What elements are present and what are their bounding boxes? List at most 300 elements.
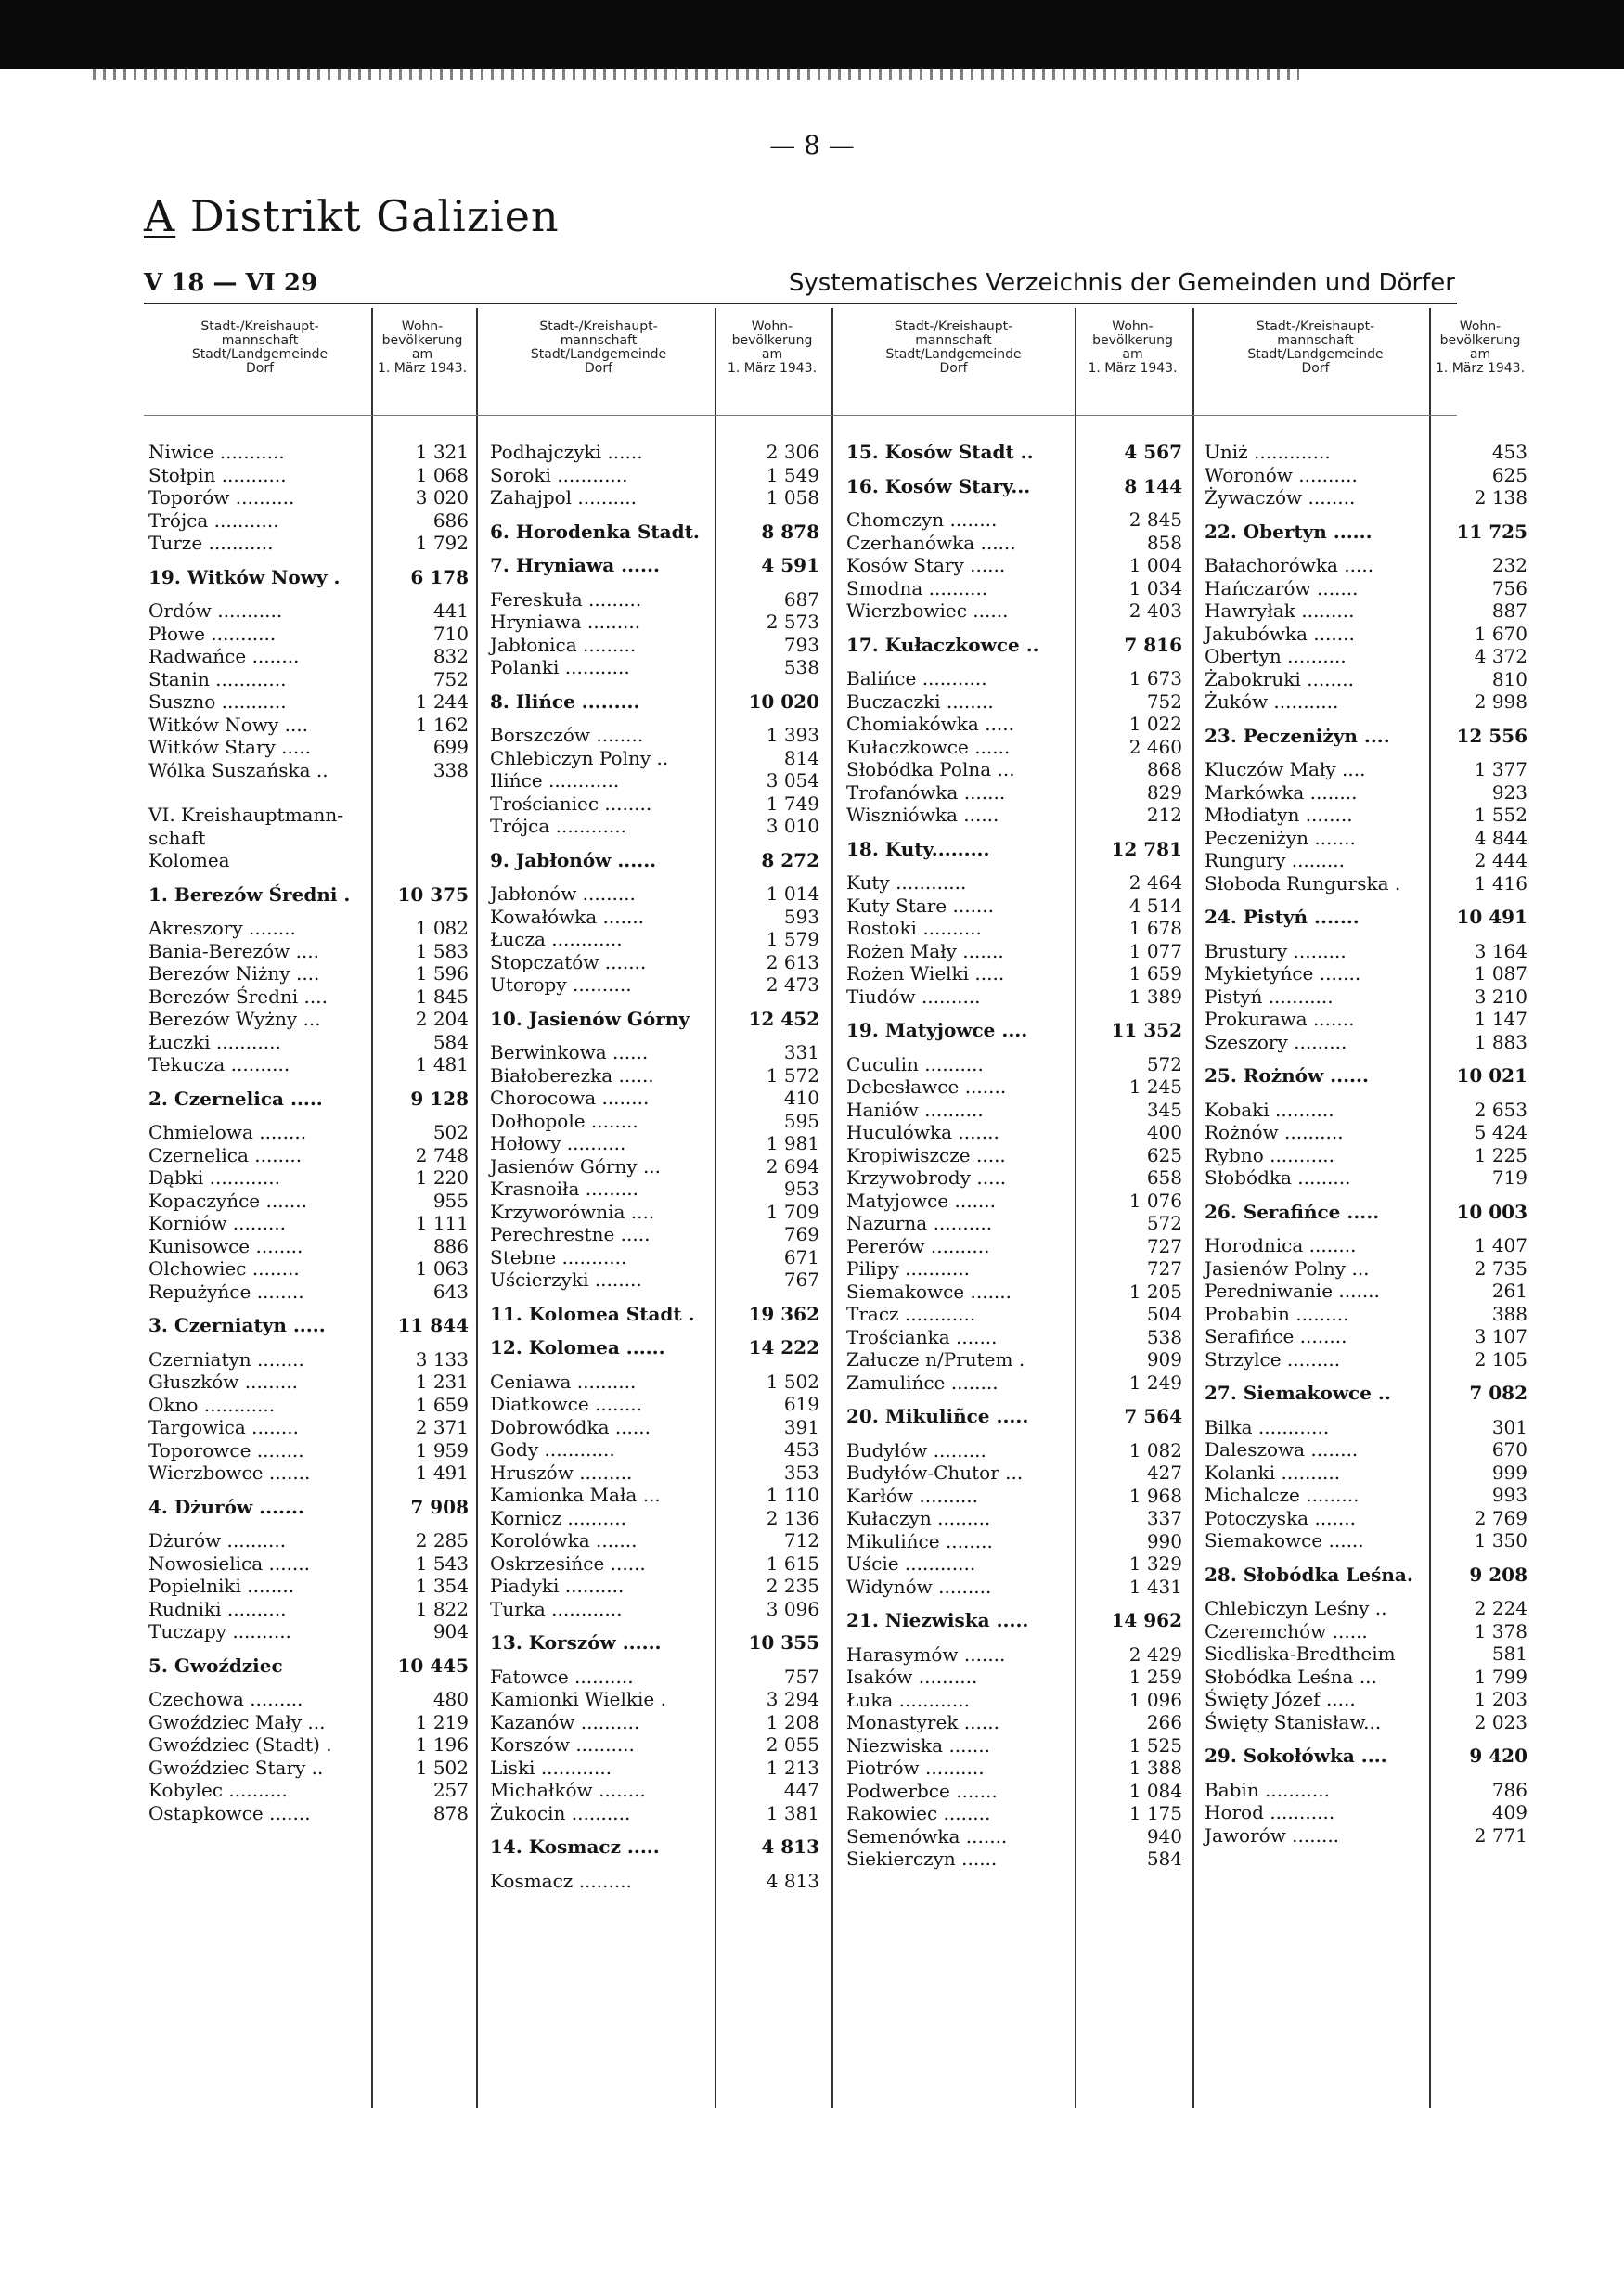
commune-heading-row	[1205, 725, 1527, 748]
locality-row	[846, 1530, 1182, 1553]
locality-population: 3 096	[766, 1597, 819, 1620]
locality-name: Pistyń ...........	[1205, 985, 1334, 1008]
row-spacer	[1205, 714, 1527, 725]
locality-row	[148, 1008, 469, 1031]
locality-name: Cuculin ..........	[846, 1052, 984, 1075]
locality-row	[490, 1438, 819, 1461]
row-spacer	[1205, 1552, 1527, 1564]
locality-name: Kornicz ..........	[490, 1506, 626, 1529]
locality-name: Podwerbce .......	[846, 1779, 998, 1802]
commune-population: 8 878	[761, 520, 819, 543]
locality-population: 1 416	[1474, 871, 1527, 895]
locality-name: Balińce ...........	[846, 667, 987, 689]
locality-population: 793	[783, 633, 819, 656]
locality-name: Płowe ...........	[148, 622, 277, 645]
locality-name: Kazanów ..........	[490, 1710, 640, 1733]
locality-row	[846, 871, 1182, 895]
locality-row	[1205, 1280, 1527, 1303]
locality-row	[490, 1178, 819, 1201]
locality-row	[490, 973, 819, 997]
locality-row	[846, 1780, 1182, 1803]
locality-row	[846, 804, 1182, 827]
locality-row	[1205, 1234, 1527, 1257]
locality-name: Semenówka .......	[846, 1824, 1008, 1848]
locality-row	[490, 1598, 819, 1621]
col3-name-header: Stadt-/Kreishaupt- mannschaft Stadt/Landgemeinde Dorf	[885, 319, 1022, 376]
locality-name: Stanin ............	[148, 667, 287, 690]
locality-population: 2 748	[415, 1143, 469, 1166]
locality-row	[846, 917, 1182, 940]
locality-population: 2 653	[1474, 1098, 1527, 1121]
locality-population: 480	[432, 1688, 469, 1710]
locality-population: 257	[432, 1779, 469, 1801]
col3-pop-header: Wohn- bevölkerung am 1. März 1943.	[1088, 319, 1178, 376]
commune-name: 27. Siemakowce ..	[1205, 1382, 1391, 1404]
locality-name: Niwice ...........	[148, 441, 285, 463]
locality-name: Hryniawa .........	[490, 611, 641, 633]
locality-name: Hołowy ..........	[490, 1132, 626, 1154]
locality-row	[1205, 781, 1527, 805]
locality-population: 1 231	[415, 1371, 469, 1393]
locality-name: VI. Kreishauptmann-	[148, 804, 343, 826]
locality-population: 1 329	[1128, 1552, 1182, 1575]
locality-name: Peredniwanie .......	[1205, 1280, 1380, 1302]
locality-row	[490, 588, 819, 612]
locality-population: 400	[1146, 1121, 1182, 1143]
locality-population: 1 147	[1474, 1008, 1527, 1030]
row-spacer	[1205, 1223, 1527, 1234]
locality-name: Czerhanówka ......	[846, 531, 1016, 554]
locality-row	[1205, 1031, 1527, 1054]
locality-name: Ostapkowce .......	[148, 1801, 311, 1824]
locality-name: Wierzbowce .......	[148, 1461, 311, 1484]
locality-name: Fatowce ..........	[490, 1665, 634, 1688]
row-spacer	[846, 1394, 1182, 1405]
locality-population: 502	[432, 1121, 469, 1143]
locality-row	[1205, 1824, 1527, 1848]
locality-row	[1205, 645, 1527, 668]
locality-row	[490, 1507, 819, 1530]
locality-row	[846, 554, 1182, 577]
locality-row	[1205, 1642, 1527, 1666]
locality-row	[1205, 668, 1527, 691]
locality-population: 1 245	[1128, 1075, 1182, 1098]
row-spacer	[846, 827, 1182, 838]
commune-heading-row	[490, 1336, 819, 1359]
locality-row	[148, 1598, 469, 1621]
row-spacer	[1205, 1053, 1527, 1064]
locality-name: Kuty Stare .......	[846, 894, 994, 917]
locality-name: Potoczyska .......	[1205, 1506, 1356, 1529]
locality-name: Korniów .........	[148, 1212, 287, 1234]
row-spacer	[490, 1824, 819, 1835]
locality-row	[148, 985, 469, 1009]
locality-row	[490, 1779, 819, 1802]
locality-name: Toporów ..........	[148, 486, 295, 509]
locality-population: 710	[432, 622, 469, 645]
commune-population: 4 813	[761, 1835, 819, 1858]
locality-population: 1 378	[1474, 1619, 1527, 1642]
commune-heading-row	[148, 1655, 469, 1678]
locality-population: 2 998	[1474, 690, 1527, 713]
locality-row	[1205, 1257, 1527, 1281]
locality-row	[148, 804, 469, 827]
commune-population: 7 564	[1124, 1405, 1182, 1427]
locality-name: Probabin .........	[1205, 1302, 1349, 1325]
commune-population: 10 491	[1456, 906, 1527, 928]
locality-name: Popielniki ........	[148, 1575, 295, 1597]
locality-population: 1 377	[1474, 758, 1527, 780]
commune-name: 20. Mikuliñce .....	[846, 1405, 1029, 1427]
locality-population: 2 735	[1474, 1256, 1527, 1280]
locality-name: Kopaczyńce .......	[148, 1189, 307, 1212]
locality-row	[148, 1802, 469, 1825]
locality-row	[490, 1688, 819, 1711]
locality-population: 1 659	[1128, 962, 1182, 985]
locality-population: 858	[1146, 531, 1182, 554]
col-divider	[476, 308, 478, 2108]
row-spacer	[846, 623, 1182, 634]
locality-population: 868	[1146, 758, 1182, 780]
commune-name: 8. Ilińce .........	[490, 689, 640, 713]
locality-population: 1 659	[415, 1393, 469, 1416]
locality-population: 767	[783, 1268, 819, 1291]
locality-population: 1 004	[1128, 554, 1182, 576]
locality-row	[148, 1166, 469, 1190]
row-spacer	[148, 1485, 469, 1496]
locality-row	[148, 1281, 469, 1304]
locality-population: 1 082	[1128, 1438, 1182, 1461]
locality-name: Korszów ..........	[490, 1733, 635, 1756]
locality-name: Łuka ............	[846, 1688, 970, 1711]
locality-row	[490, 1802, 819, 1825]
locality-population: 955	[432, 1189, 469, 1212]
locality-row	[846, 1848, 1182, 1871]
locality-population: 619	[783, 1393, 819, 1415]
commune-name: 18. Kuty.........	[846, 837, 990, 860]
locality-name: Rożen Wielki .....	[846, 962, 1005, 985]
locality-population: 686	[432, 509, 469, 532]
row-spacer	[846, 1042, 1182, 1053]
locality-row	[846, 1121, 1182, 1144]
locality-name: Nowosielica .......	[148, 1552, 310, 1575]
locality-population: 410	[783, 1087, 819, 1109]
locality-population: 1 354	[415, 1575, 469, 1597]
locality-row	[846, 1348, 1182, 1371]
locality-population: 1 431	[1128, 1575, 1182, 1598]
header-rule	[144, 303, 1457, 304]
locality-row	[846, 1326, 1182, 1349]
locality-population: 441	[432, 599, 469, 622]
column-1	[148, 441, 469, 1824]
locality-row	[490, 1201, 819, 1224]
locality-population: 3 133	[415, 1347, 469, 1371]
locality-row	[490, 634, 819, 657]
locality-row	[846, 1235, 1182, 1258]
locality-population: 625	[1146, 1143, 1182, 1166]
locality-name: Michalcze .........	[1205, 1484, 1360, 1506]
locality-population: 1 259	[1128, 1666, 1182, 1688]
locality-name: Święty Stanisław...	[1205, 1710, 1382, 1733]
commune-name: 16. Kosów Stary...	[846, 474, 1031, 497]
commune-population: 14 962	[1111, 1609, 1182, 1631]
locality-name: Kosów Stary ......	[846, 554, 1006, 576]
row-spacer	[490, 1030, 819, 1041]
commune-heading-row	[490, 1303, 819, 1326]
locality-row	[490, 656, 819, 679]
locality-name: Uścierzyki ........	[490, 1268, 642, 1291]
locality-population: 232	[1491, 554, 1527, 576]
locality-population: 923	[1491, 780, 1527, 804]
locality-row	[1205, 849, 1527, 872]
locality-population: 1 219	[415, 1710, 469, 1733]
locality-name: Kamionka Mała ...	[490, 1484, 661, 1506]
locality-row	[148, 1439, 469, 1462]
row-spacer	[1205, 1190, 1527, 1201]
locality-name: Olchowiec ........	[148, 1257, 300, 1280]
locality-row	[1205, 1484, 1527, 1507]
locality-name: Trofanówka .......	[846, 780, 1006, 804]
locality-name: Mikulińce ........	[846, 1529, 993, 1552]
locality-population: 2 023	[1474, 1710, 1527, 1733]
locality-population: 447	[783, 1779, 819, 1801]
locality-row	[846, 781, 1182, 805]
locality-row	[846, 1485, 1182, 1508]
locality-row	[846, 1303, 1182, 1326]
locality-population: 687	[783, 587, 819, 611]
locality-population: 2 444	[1474, 849, 1527, 871]
locality-row	[846, 509, 1182, 532]
locality-population: 752	[432, 667, 469, 690]
commune-heading-row	[148, 883, 469, 907]
row-spacer	[148, 1337, 469, 1348]
locality-name: Borszczów ........	[490, 724, 644, 746]
locality-name: Dżurów ..........	[148, 1529, 287, 1552]
locality-name: Toporowce ........	[148, 1438, 304, 1461]
locality-name: Tuczapy ..........	[148, 1620, 291, 1642]
locality-name: Tekucza ..........	[148, 1053, 290, 1075]
locality-population: 2 105	[1474, 1347, 1527, 1371]
locality-row	[148, 1688, 469, 1711]
volume-range: V 18 — VI 29	[144, 269, 318, 297]
row-spacer	[148, 1303, 469, 1314]
locality-name: Berwinkowa ......	[490, 1041, 649, 1063]
row-spacer	[148, 792, 469, 804]
commune-heading-row	[1205, 1201, 1527, 1224]
locality-population: 814	[783, 746, 819, 769]
locality-population: 1 596	[415, 962, 469, 985]
locality-row	[148, 736, 469, 759]
locality-name: Korolówka .......	[490, 1529, 638, 1552]
locality-population: 584	[1146, 1848, 1182, 1870]
locality-name: Kropiwiszcze .....	[846, 1143, 1006, 1166]
commune-name: 21. Niezwiska .....	[846, 1609, 1029, 1631]
locality-name: Zamulińce ........	[846, 1371, 999, 1394]
locality-name: Załucze n/Prutem .	[846, 1348, 1025, 1371]
locality-row	[490, 1268, 819, 1292]
locality-name: Matyjowce .......	[846, 1189, 996, 1212]
col-divider	[831, 308, 833, 2108]
locality-row	[148, 759, 469, 782]
locality-name: Pilipy ...........	[846, 1257, 971, 1280]
locality-name: Krasnoiła .........	[490, 1178, 638, 1200]
col2-pop-header: Wohn- bevölkerung am 1. März 1943.	[727, 319, 818, 376]
locality-row	[1205, 827, 1527, 850]
commune-name: 5. Gwoździec	[148, 1654, 283, 1677]
locality-population: 953	[783, 1178, 819, 1200]
locality-population: 671	[783, 1245, 819, 1268]
locality-population: 331	[783, 1041, 819, 1063]
locality-row	[846, 1053, 1182, 1076]
locality-name: Trościanka .......	[846, 1325, 998, 1348]
locality-row	[846, 895, 1182, 918]
commune-heading-row	[846, 1019, 1182, 1042]
locality-population: 1 407	[1474, 1234, 1527, 1256]
locality-population: 538	[783, 656, 819, 678]
locality-row	[148, 486, 469, 509]
locality-population: 887	[1491, 599, 1527, 622]
locality-population: 572	[1146, 1052, 1182, 1075]
locality-row	[846, 1166, 1182, 1190]
row-spacer	[1205, 929, 1527, 940]
row-spacer	[1205, 895, 1527, 906]
row-spacer	[148, 872, 469, 883]
locality-population: 1 388	[1128, 1757, 1182, 1779]
locality-row	[148, 509, 469, 533]
locality-population: 1 321	[415, 441, 469, 463]
locality-name: Słobódka .........	[1205, 1166, 1351, 1189]
locality-name: Turze ...........	[148, 532, 274, 554]
locality-population: 990	[1146, 1529, 1182, 1552]
locality-population: 1 968	[1128, 1484, 1182, 1507]
commune-name: 29. Sokołówka ....	[1205, 1745, 1387, 1767]
commune-heading-row	[1205, 1064, 1527, 1088]
locality-name: Targowica ........	[148, 1416, 299, 1438]
locality-name: Budyłów .........	[846, 1438, 986, 1461]
locality-name: Kolanki ..........	[1205, 1461, 1341, 1484]
locality-name: Rudniki ..........	[148, 1597, 287, 1620]
commune-name: 22. Obertyn ......	[1205, 520, 1373, 543]
locality-row	[148, 1190, 469, 1213]
locality-population: 1 981	[766, 1132, 819, 1154]
district-letter: A	[144, 191, 176, 241]
locality-name: Piadyki ..........	[490, 1575, 625, 1597]
locality-population: 1 749	[766, 792, 819, 815]
col1-pop-header: Wohn- bevölkerung am 1. März 1943.	[377, 319, 468, 376]
locality-population: 886	[432, 1234, 469, 1257]
commune-population: 8 272	[761, 848, 819, 871]
locality-name: Kosmacz .........	[490, 1869, 632, 1892]
locality-row	[490, 1529, 819, 1552]
locality-row	[148, 1575, 469, 1598]
locality-name: Bałachorówka .....	[1205, 554, 1374, 576]
locality-population: 584	[432, 1030, 469, 1053]
locality-row	[148, 645, 469, 668]
locality-population: 2 235	[766, 1575, 819, 1597]
commune-population: 10 021	[1456, 1064, 1527, 1087]
locality-row	[148, 1348, 469, 1371]
locality-population: 1 087	[1474, 962, 1527, 985]
row-spacer	[148, 588, 469, 599]
locality-name: Jakubówka .......	[1205, 622, 1355, 645]
column-3	[846, 441, 1182, 1871]
district-title	[144, 191, 560, 241]
locality-row	[148, 599, 469, 623]
locality-name: Perechrestne .....	[490, 1223, 651, 1245]
locality-population: 1 481	[415, 1053, 469, 1075]
locality-row	[148, 827, 469, 850]
locality-name: Ordów ...........	[148, 599, 283, 622]
locality-row	[1205, 1166, 1527, 1190]
locality-row	[1205, 1144, 1527, 1167]
locality-row	[1205, 1416, 1527, 1439]
commune-heading-row	[148, 566, 469, 589]
commune-heading-row	[490, 849, 819, 872]
locality-population: 572	[1146, 1212, 1182, 1234]
page-number: — 8 —	[769, 130, 855, 161]
commune-population: 19 362	[748, 1302, 819, 1325]
locality-name: Chorocowa ........	[490, 1087, 650, 1109]
locality-row	[846, 667, 1182, 690]
commune-name: 13. Korszów ......	[490, 1631, 662, 1654]
locality-row	[148, 1212, 469, 1235]
locality-name: Siemakowce ......	[1205, 1529, 1364, 1552]
locality-row	[1205, 1620, 1527, 1643]
locality-population: 1 034	[1128, 576, 1182, 599]
locality-name: Berezów Niżny ....	[148, 962, 320, 985]
locality-name: Tracz ............	[846, 1303, 976, 1325]
locality-population: 5 424	[1474, 1121, 1527, 1143]
locality-population: 1 792	[415, 532, 469, 554]
locality-row	[1205, 1008, 1527, 1031]
locality-name: Słobódka Leśna ...	[1205, 1665, 1377, 1688]
locality-population: 727	[1146, 1234, 1182, 1257]
locality-name: Kułaczyn .........	[846, 1507, 991, 1529]
locality-name: Berezów Wyżny ...	[148, 1008, 321, 1030]
locality-name: Chomczyn ........	[846, 509, 998, 531]
commune-heading-row	[490, 554, 819, 577]
locality-name: Markówka ........	[1205, 780, 1358, 804]
row-spacer	[490, 838, 819, 849]
commune-heading-row	[1205, 521, 1527, 544]
locality-name: Słoboda Rungurska .	[1205, 871, 1401, 895]
locality-name: Żabokruki ........	[1205, 667, 1354, 690]
locality-name: Kuty ............	[846, 871, 967, 894]
locality-name: Gwoździec Mały ...	[148, 1710, 326, 1733]
locality-population: 1 393	[766, 724, 819, 746]
locality-population: 2 136	[766, 1506, 819, 1529]
locality-row	[148, 1235, 469, 1258]
locality-row	[490, 1484, 819, 1507]
locality-population: 3 054	[766, 769, 819, 792]
locality-name: Michałków ........	[490, 1779, 646, 1801]
commune-heading-row	[846, 1405, 1182, 1428]
locality-population: 878	[432, 1801, 469, 1824]
locality-population: 1 063	[415, 1257, 469, 1280]
locality-row	[148, 917, 469, 940]
locality-population: 810	[1491, 667, 1527, 690]
locality-name: Łuczki ...........	[148, 1030, 281, 1053]
locality-population: 1 615	[766, 1552, 819, 1575]
locality-name: Daleszowa ........	[1205, 1438, 1359, 1461]
commune-population: 10 003	[1456, 1200, 1527, 1223]
locality-name: Jasienów Górny ...	[490, 1154, 662, 1178]
locality-population: 658	[1146, 1166, 1182, 1189]
locality-row	[1205, 985, 1527, 1009]
locality-name: Jasienów Polny ...	[1205, 1256, 1370, 1280]
locality-population: 712	[783, 1529, 819, 1552]
locality-population: 4 372	[1474, 645, 1527, 667]
